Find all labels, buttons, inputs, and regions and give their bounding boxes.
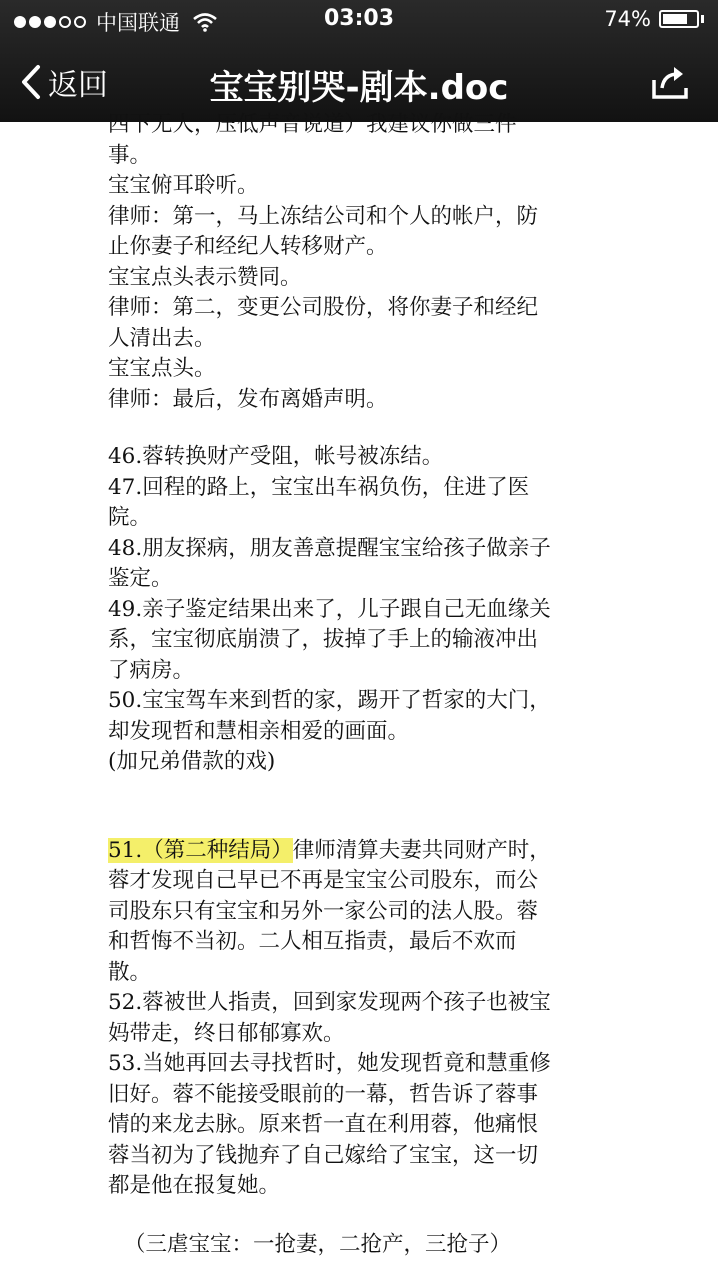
page-title: 宝宝别哭-剧本.doc <box>209 68 509 108</box>
highlighted-text: 51.（第二种结局） <box>108 837 293 863</box>
doc-line: 却发现哲和慧相亲相爱的画面。 <box>108 718 410 744</box>
doc-line: 宝宝俯耳聆听。 <box>108 173 259 198</box>
doc-line: 宝宝点头。 <box>108 356 216 381</box>
top-bar <box>0 0 718 122</box>
doc-line: 四下无人，压低声音说道）我建议你做三件 <box>108 112 517 137</box>
share-icon[interactable] <box>650 64 690 100</box>
battery-icon <box>659 10 699 28</box>
doc-line: 司股东只有宝宝和另外一家公司的法人股。蓉 <box>108 898 539 924</box>
doc-line: 事。 <box>108 142 152 168</box>
doc-line: 散。 <box>108 959 152 985</box>
doc-line: 47.回程的路上，宝宝出车祸负伤，住进了医 <box>108 474 530 500</box>
doc-line: 蓉才发现自己早已不再是宝宝公司股东，而公 <box>108 868 539 893</box>
back-label: 返回 <box>48 68 108 103</box>
battery-percent: 74% <box>604 7 651 31</box>
status-bar <box>0 0 718 40</box>
battery-indicator <box>604 7 704 31</box>
doc-line: 律师：最后，发布离婚声明。 <box>108 386 388 412</box>
status-time: 03:03 <box>323 6 395 31</box>
doc-line: 49.亲子鉴定结果出来了，儿子跟自己无血缘关 <box>108 596 551 622</box>
doc-line: 情的来龙去脉。原来哲一直在利用蓉，他痛恨 <box>108 1112 539 1137</box>
doc-line: 人清出去。 <box>108 325 216 351</box>
doc-line: 蓉当初为了钱抛弃了自己嫁给了宝宝，这一切 <box>108 1142 539 1168</box>
doc-line: 都是他在报复她。 <box>108 1173 281 1198</box>
doc-line: 旧好。蓉不能接受眼前的一幕，哲告诉了蓉事 <box>108 1081 539 1107</box>
doc-line: 律师：第一，马上冻结公司和个人的帐户，防 <box>108 203 539 229</box>
doc-line: 系，宝宝彻底崩溃了，拔掉了手上的输液冲出 <box>108 627 539 652</box>
doc-line: 50.宝宝驾车来到哲的家，踢开了哲家的大门， <box>108 688 551 713</box>
doc-line: 48.朋友探病，朋友善意提醒宝宝给孩子做亲子 <box>108 535 551 561</box>
doc-line <box>108 836 618 867</box>
doc-line: 止你妻子和经纪人转移财产。 <box>108 234 388 259</box>
document-body <box>108 110 618 1260</box>
doc-line: 宝宝点头表示赞同。 <box>108 264 302 290</box>
doc-line: 妈带走，终日郁郁寡欢。 <box>108 1020 345 1046</box>
doc-line: (加兄弟借款的戏) <box>108 749 276 774</box>
doc-line: 了病房。 <box>108 657 195 683</box>
carrier-name: 中国联通 <box>96 11 180 35</box>
doc-line: 52.蓉被世人指责，回到家发现两个孩子也被宝 <box>108 990 551 1015</box>
doc-line: 53.当她再回去寻找哲时，她发现哲竟和慧重修 <box>108 1051 551 1076</box>
battery-level-fill <box>663 14 687 24</box>
doc-line: 院。 <box>108 505 152 530</box>
doc-line: 46.蓉转换财产受阻，帐号被冻结。 <box>108 444 444 469</box>
doc-line: 律师：第二，变更公司股份，将你妻子和经纪 <box>108 295 539 320</box>
doc-note: （三虐宝宝：一抢妻，二抢产，三抢子） <box>124 1231 512 1257</box>
doc-line-text: 律师清算夫妻共同财产时， <box>292 837 551 863</box>
doc-line: 鉴定。 <box>108 566 173 591</box>
doc-line: 和哲悔不当初。二人相互指责，最后不欢而 <box>108 929 517 954</box>
